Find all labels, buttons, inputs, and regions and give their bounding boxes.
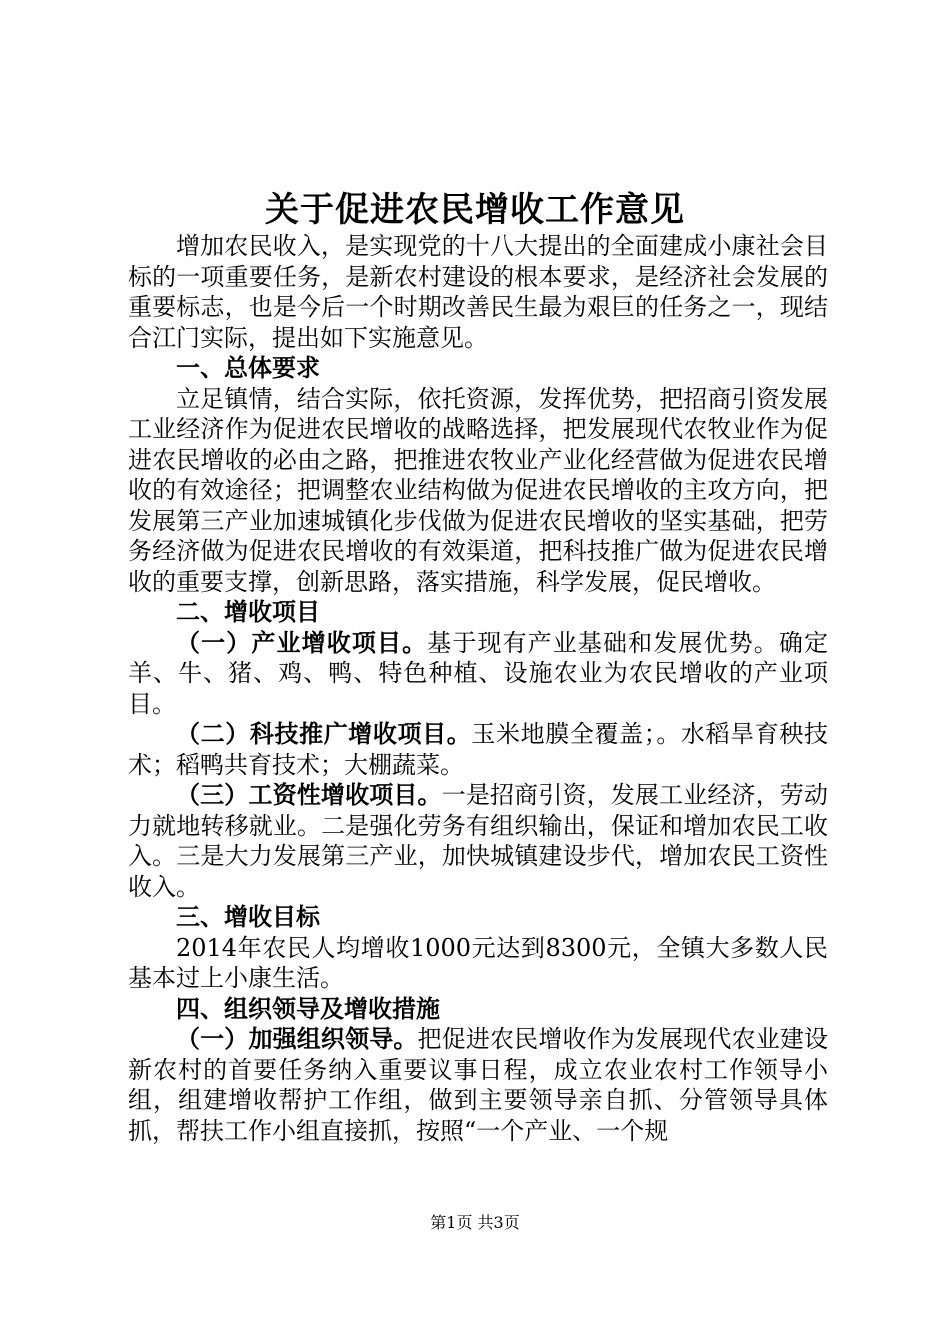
document-title: 关于促进农民增收工作意见 — [265, 190, 685, 230]
section-1-paragraph: 立足镇情，结合实际，依托资源，发挥优势，把招商引资发展工业经济作为促进农民增收的战略选择，把发展现代农牧业作为促进农民增收的必由之路，把推进农牧业产业化经营做为促进农民增收的有效途径；把调整农业结构做为促进农民增收的主攻方向，把发展第三产业加速城镇化步伐做为促进农民增收的坚实基础，把劳务经济做为促进农民增收的有效渠道，把科技推广做为促进农民增收的重要支撑，创新思路，落实措施，科学发展，促民增收。 — [128, 384, 828, 596]
section-heading-1: 一、总体要求 — [176, 354, 320, 382]
section-2-item-2 — [128, 719, 828, 780]
intro-paragraph: 增加农民收入，是实现党的十八大提出的全面建成小康社会目标的一项重要任务，是新农村建设的根本要求，是经济社会发展的重要标志，也是今后一个时期改善民生最为艰巨的任务之一，现结合江门实际，提出如下实施意见。 — [128, 232, 828, 352]
page-footer: 第1页 共3页 — [430, 1213, 520, 1232]
item-text: 基于现有产业基础和发展优势。确定羊、牛、猪、鸡、鸭、特色种植、设施农业为农民增收的产业项目。 — [128, 628, 829, 718]
item-lead: （三）工资性增收项目。 — [176, 781, 442, 809]
section-2-item-1 — [128, 628, 828, 720]
document-body — [128, 231, 828, 1146]
item-text: 玉米地膜全覆盖；。水稻旱育秧技术；稻鸭共育技术；大棚蔬菜。 — [128, 720, 829, 779]
section-3-paragraph: 2014年农民人均增收1000元达到8300元，全镇大多数人民基本过上小康生活。 — [128, 933, 828, 992]
section-heading-2: 二、增收项目 — [176, 598, 320, 626]
item-lead: （二）科技推广增收项目。 — [176, 720, 472, 748]
item-lead: （一）产业增收项目。 — [176, 628, 428, 657]
item-text: 一是招商引资，发展工业经济，劳动力就地转移就业。二是强化劳务有组织输出，保证和增加农民工收入。三是大力发展第三产业，加快城镇建设步代，增加农民工资性收入。 — [128, 781, 829, 901]
item-lead: （一）加强组织领导。 — [176, 1025, 418, 1053]
section-4-item-1 — [128, 1024, 828, 1146]
section-heading-4: 四、组织领导及增收措施 — [176, 994, 440, 1023]
item-text: 把促进农民增收作为发展现代农业建设新农村的首要任务纳入重要议事日程，成立农业农村工作领导小组，组建增收帮护工作组，做到主要领导亲自抓、分管领导具体抓，帮扶工作小组直接抓，按照“一个产业、一个规 — [128, 1025, 829, 1145]
section-2-item-3 — [128, 780, 828, 902]
section-heading-3: 三、增收目标 — [176, 903, 320, 931]
